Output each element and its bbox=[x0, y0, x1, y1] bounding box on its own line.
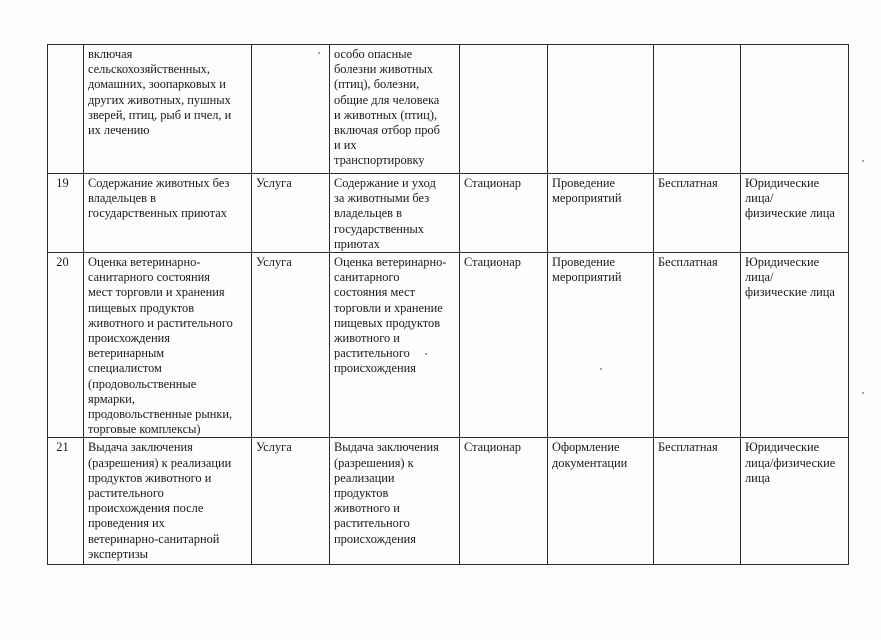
service-type-cell bbox=[252, 45, 330, 174]
service-form-cell: Стационар bbox=[460, 438, 548, 565]
services-table bbox=[47, 44, 849, 565]
service-consumers-cell bbox=[741, 45, 849, 174]
service-content-cell: Оценка ветеринарно- санитарного состояния мест торговли и хранение пищевых продуктов животного и растительного происхождения bbox=[330, 253, 460, 438]
service-name-cell: Выдача заключения (разрешения) к реализации продуктов животного и растительного происхождения после проведения их ветеринарно-санитарной экспертизы bbox=[84, 438, 252, 565]
service-form-cell: Стационар bbox=[460, 174, 548, 253]
service-unit-cell: Оформление документации bbox=[548, 438, 654, 565]
service-content-cell: Выдача заключения (разрешения) к реализации продуктов животного и растительного происхождения bbox=[330, 438, 460, 565]
table-row bbox=[48, 174, 849, 253]
service-consumers-cell: Юридические лица/ физические лица bbox=[741, 253, 849, 438]
service-form-cell: Стационар bbox=[460, 253, 548, 438]
scan-speck bbox=[318, 52, 320, 54]
service-unit-cell: Проведение мероприятий bbox=[548, 253, 654, 438]
service-name-cell: Оценка ветеринарно- санитарного состояния мест торговли и хранения пищевых продуктов животного и растительного происхождения ветеринарным специалистом (продовольственные ярмарки, продовольственные рынки, торговые комплексы) bbox=[84, 253, 252, 438]
row-number-cell: 21 bbox=[48, 438, 84, 565]
service-payment-cell: Бесплатная bbox=[654, 253, 741, 438]
scan-speck bbox=[862, 160, 864, 162]
row-number-cell: 20 bbox=[48, 253, 84, 438]
service-payment-cell: Бесплатная bbox=[654, 174, 741, 253]
service-unit-cell bbox=[548, 45, 654, 174]
scan-speck bbox=[862, 392, 864, 394]
service-type-cell: Услуга bbox=[252, 174, 330, 253]
service-payment-cell: Бесплатная bbox=[654, 438, 741, 565]
scan-speck bbox=[425, 353, 427, 355]
table-row-continuation bbox=[48, 45, 849, 174]
row-number-cell: 19 bbox=[48, 174, 84, 253]
service-form-cell bbox=[460, 45, 548, 174]
table-row bbox=[48, 438, 849, 565]
service-name-cell: Содержание животных без владельцев в государственных приютах bbox=[84, 174, 252, 253]
service-unit-cell: Проведение мероприятий bbox=[548, 174, 654, 253]
scan-speck bbox=[600, 368, 602, 370]
service-name-cell: включая сельскохозяйственных, домашних, зоопарковых и других животных, пушных зверей, птиц, рыб и пчел, и их лечению bbox=[84, 45, 252, 174]
service-payment-cell bbox=[654, 45, 741, 174]
service-consumers-cell: Юридические лица/физические лица bbox=[741, 438, 849, 565]
table-row bbox=[48, 253, 849, 438]
service-type-cell: Услуга bbox=[252, 438, 330, 565]
service-content-cell: Содержание и уход за животными без владельцев в государственных приютах bbox=[330, 174, 460, 253]
service-content-cell: особо опасные болезни животных (птиц), болезни, общие для человека и животных (птиц), включая отбор проб и их транспортировку bbox=[330, 45, 460, 174]
service-consumers-cell: Юридические лица/ физические лица bbox=[741, 174, 849, 253]
service-type-cell: Услуга bbox=[252, 253, 330, 438]
row-number-cell bbox=[48, 45, 84, 174]
